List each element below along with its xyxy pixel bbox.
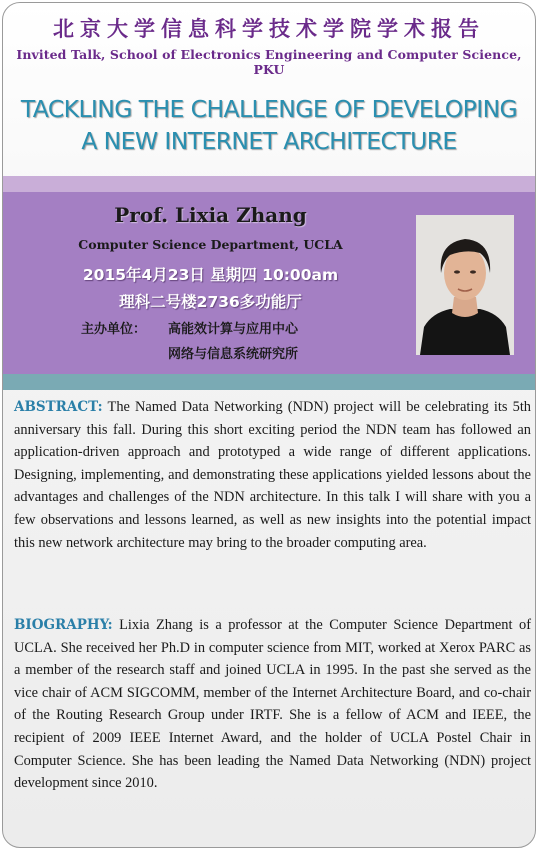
talk-title-line-2: A NEW INTERNET ARCHITECTURE — [81, 127, 457, 155]
event-datetime: 2015年4月23日 星期四 10:00am — [82, 266, 339, 284]
teal-divider-band — [3, 374, 535, 390]
chinese-title: 北京大学信息科学技术学院学术报告 — [53, 16, 485, 41]
abstract-section — [14, 396, 531, 554]
organizer-label: 主办单位： — [81, 322, 147, 337]
event-venue: 理科二号楼2736多功能厅 — [119, 293, 302, 311]
biography-section — [14, 614, 531, 795]
speaker-name: Prof. Lixia Zhang — [114, 203, 307, 227]
speaker-affiliation: Computer Science Department, UCLA — [78, 237, 343, 252]
abstract-label: ABSTRACT: — [14, 399, 103, 415]
speaker-photo — [416, 215, 514, 355]
organizer-1: 高能效计算与应用中心 — [168, 322, 299, 337]
talk-title-line-1: TACKLING THE CHALLENGE OF DEVELOPING — [20, 95, 518, 123]
biography-text: Lixia Zhang is a professor at the Computer Science Department of UCLA. She received her Ph.D in computer science from MIT, worked at Xerox PARC as a member of the research staff and joined UCLA in 1995. In the past she served as the vice chair of ACM SIGCOMM, member of the Internet Architecture Board, and co-chair of the Routing Research Group under IRTF. She is a fellow of ACM and IEEE, the recipient of 2009 IEEE Internet Award, and the holder of UCLA Postel Chair in Computer Science. She has been leading the Named Data Networking (NDN) project development since 2010. — [14, 617, 531, 792]
abstract-text: The Named Data Networking (NDN) project will be celebrating its 5th anniversary this fall. During this short exciting period the NDN team has followed an application-driven approach and prototyped a wide range of different applications. Designing, implementing, and demonstrating these applications yielded lessons about the advantages and challenges of the NDN architecture. In this talk I will share with you a few observations and lessons learned, as well as new insights into the potential impact this new network architecture may bring to the broader computing area. — [14, 399, 532, 551]
organizer-2: 网络与信息系统研究所 — [168, 347, 299, 362]
talk-poster — [2, 2, 536, 848]
light-purple-band — [3, 176, 535, 192]
talk-title — [3, 93, 535, 157]
english-subtitle: Invited Talk, School of Electronics Engineering and Computer Science, PKU — [16, 47, 522, 77]
portrait-photo-icon — [416, 215, 514, 355]
biography-label: BIOGRAPHY: — [14, 617, 113, 633]
